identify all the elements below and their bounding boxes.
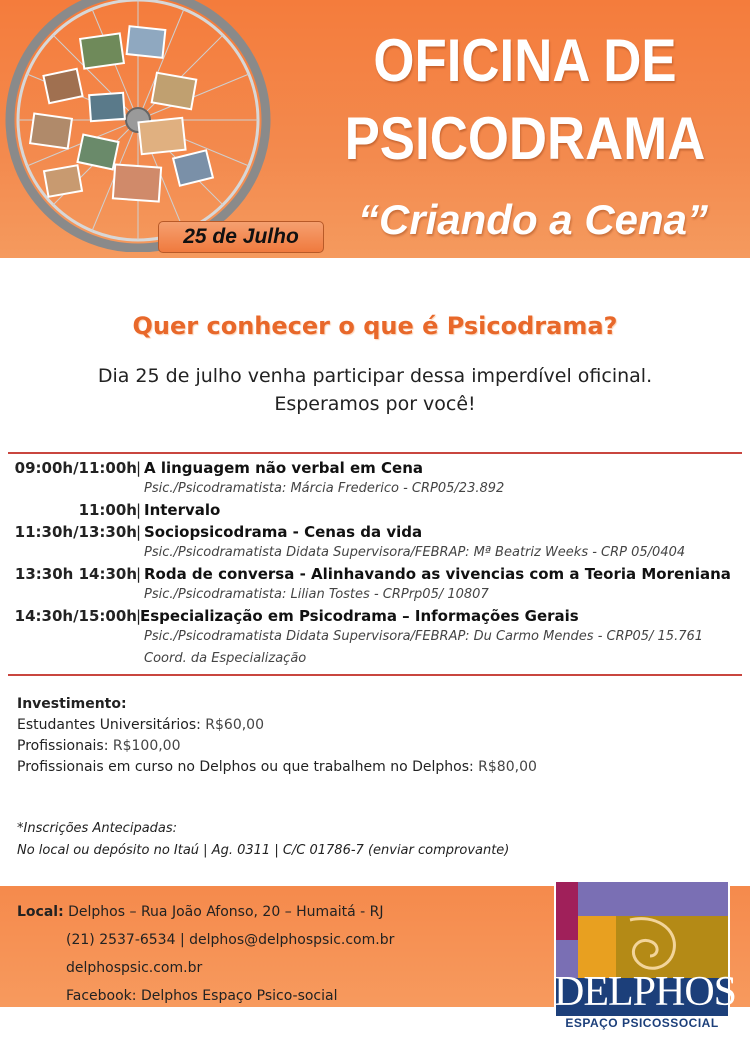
pricing-label: Profissionais: (17, 738, 113, 754)
pricing-item (17, 757, 537, 778)
schedule-time: 14:30h/15:00h (14, 607, 137, 625)
schedule-row (0, 522, 750, 542)
footer-phone-email[interactable]: (21) 2537-6534 | delphos@delphospsic.com.br (66, 932, 395, 948)
footer-address (17, 898, 394, 926)
schedule-separator: | (136, 459, 142, 477)
schedule-title: Roda de conversa - Alinhavando as vivencias com a Teoria Moreniana (144, 565, 731, 583)
intro-question: Quer conhecer o que é Psicodrama? (132, 312, 618, 340)
pricing-label: Profissionais em curso no Delphos ou que trabalhem no Delphos: (17, 759, 479, 775)
pricing-section (17, 694, 537, 778)
schedule-time: 11:30h/13:30h (14, 523, 137, 541)
schedule-title: Intervalo (144, 501, 221, 519)
pricing-value: R$80,00 (478, 759, 537, 775)
divider-top (8, 452, 742, 454)
registration-notes (17, 818, 509, 862)
logo-name: DELPHOS (554, 969, 737, 1015)
pricing-heading: Investimento: (17, 696, 127, 712)
intro-line-1: Dia 25 de julho venha participar dessa imperdível oficinal. (97, 365, 653, 387)
schedule-title: A linguagem não verbal em Cena (144, 459, 424, 477)
divider-bottom (8, 674, 742, 676)
schedule-row (0, 458, 750, 478)
schedule-time: 09:00h/11:00h (14, 459, 137, 477)
schedule-row (0, 564, 750, 584)
schedule-title: Especialização em Psicodrama – Informações Gerais (140, 607, 579, 625)
pricing-value: R$100,00 (112, 738, 181, 754)
schedule-row (0, 606, 750, 626)
footer-address-text: Delphos – Rua João Afonso, 20 – Humaitá - RJ (63, 904, 384, 920)
footer-facebook[interactable]: Facebook: Delphos Espaço Psico-social (66, 988, 338, 1004)
schedule-detail: Psic./Psicodramatista: Márcia Frederico - CRP05/23.892 (144, 481, 505, 496)
schedule-detail: Psic./Psicodramatista Didata Supervisora/FEBRAP: Du Carmo Mendes - CRP05/ 15.761 (144, 629, 704, 644)
intro-text (0, 362, 750, 418)
event-title-line-1: OFICINA DE (373, 27, 677, 94)
date-badge: 25 de Julho (158, 221, 324, 253)
schedule-detail: Psic./Psicodramatista: Lilian Tostes - CRPrp05/ 10807 (144, 587, 489, 602)
footer-contact (17, 898, 394, 1010)
header-banner (0, 0, 750, 258)
pricing-item (17, 715, 537, 736)
pricing-label: Estudantes Universitários: (17, 717, 206, 733)
intro-line-2: Esperamos por você! (274, 393, 476, 415)
pricing-value: R$60,00 (205, 717, 264, 733)
logo-caption: ESPAÇO PSICOSSOCIAL (565, 1016, 719, 1030)
schedule-detail: Coord. da Especialização (144, 651, 307, 666)
schedule-row (0, 500, 750, 520)
schedule-separator: | (136, 523, 142, 541)
schedule-detail: Psic./Psicodramatista Didata Supervisora/FEBRAP: Mª Beatriz Weeks - CRP 05/0404 (144, 545, 686, 560)
schedule-title: Sociopsicodrama - Cenas da vida (144, 523, 423, 541)
schedule-separator: | (136, 501, 142, 519)
schedule (0, 458, 750, 670)
schedule-separator: | (136, 565, 142, 583)
bicycle-wheel-photo-collage (0, 0, 286, 252)
event-title-line-2: PSICODRAMA (344, 105, 706, 172)
footer-local-label: Local: (17, 904, 64, 920)
pricing-item (17, 736, 537, 757)
footer-website[interactable]: delphospsic.com.br (66, 960, 203, 976)
schedule-separator: | (136, 607, 142, 625)
event-subtitle: “Criando a Cena” (357, 196, 709, 243)
notes-payment: No local ou depósito no Itaú | Ag. 0311 | C/C 01786-7 (enviar comprovante) (17, 843, 510, 858)
notes-heading: *Inscrições Antecipadas: (17, 821, 178, 836)
schedule-time: 13:30h 14:30h (14, 565, 137, 583)
schedule-time: 11:00h (78, 501, 137, 519)
